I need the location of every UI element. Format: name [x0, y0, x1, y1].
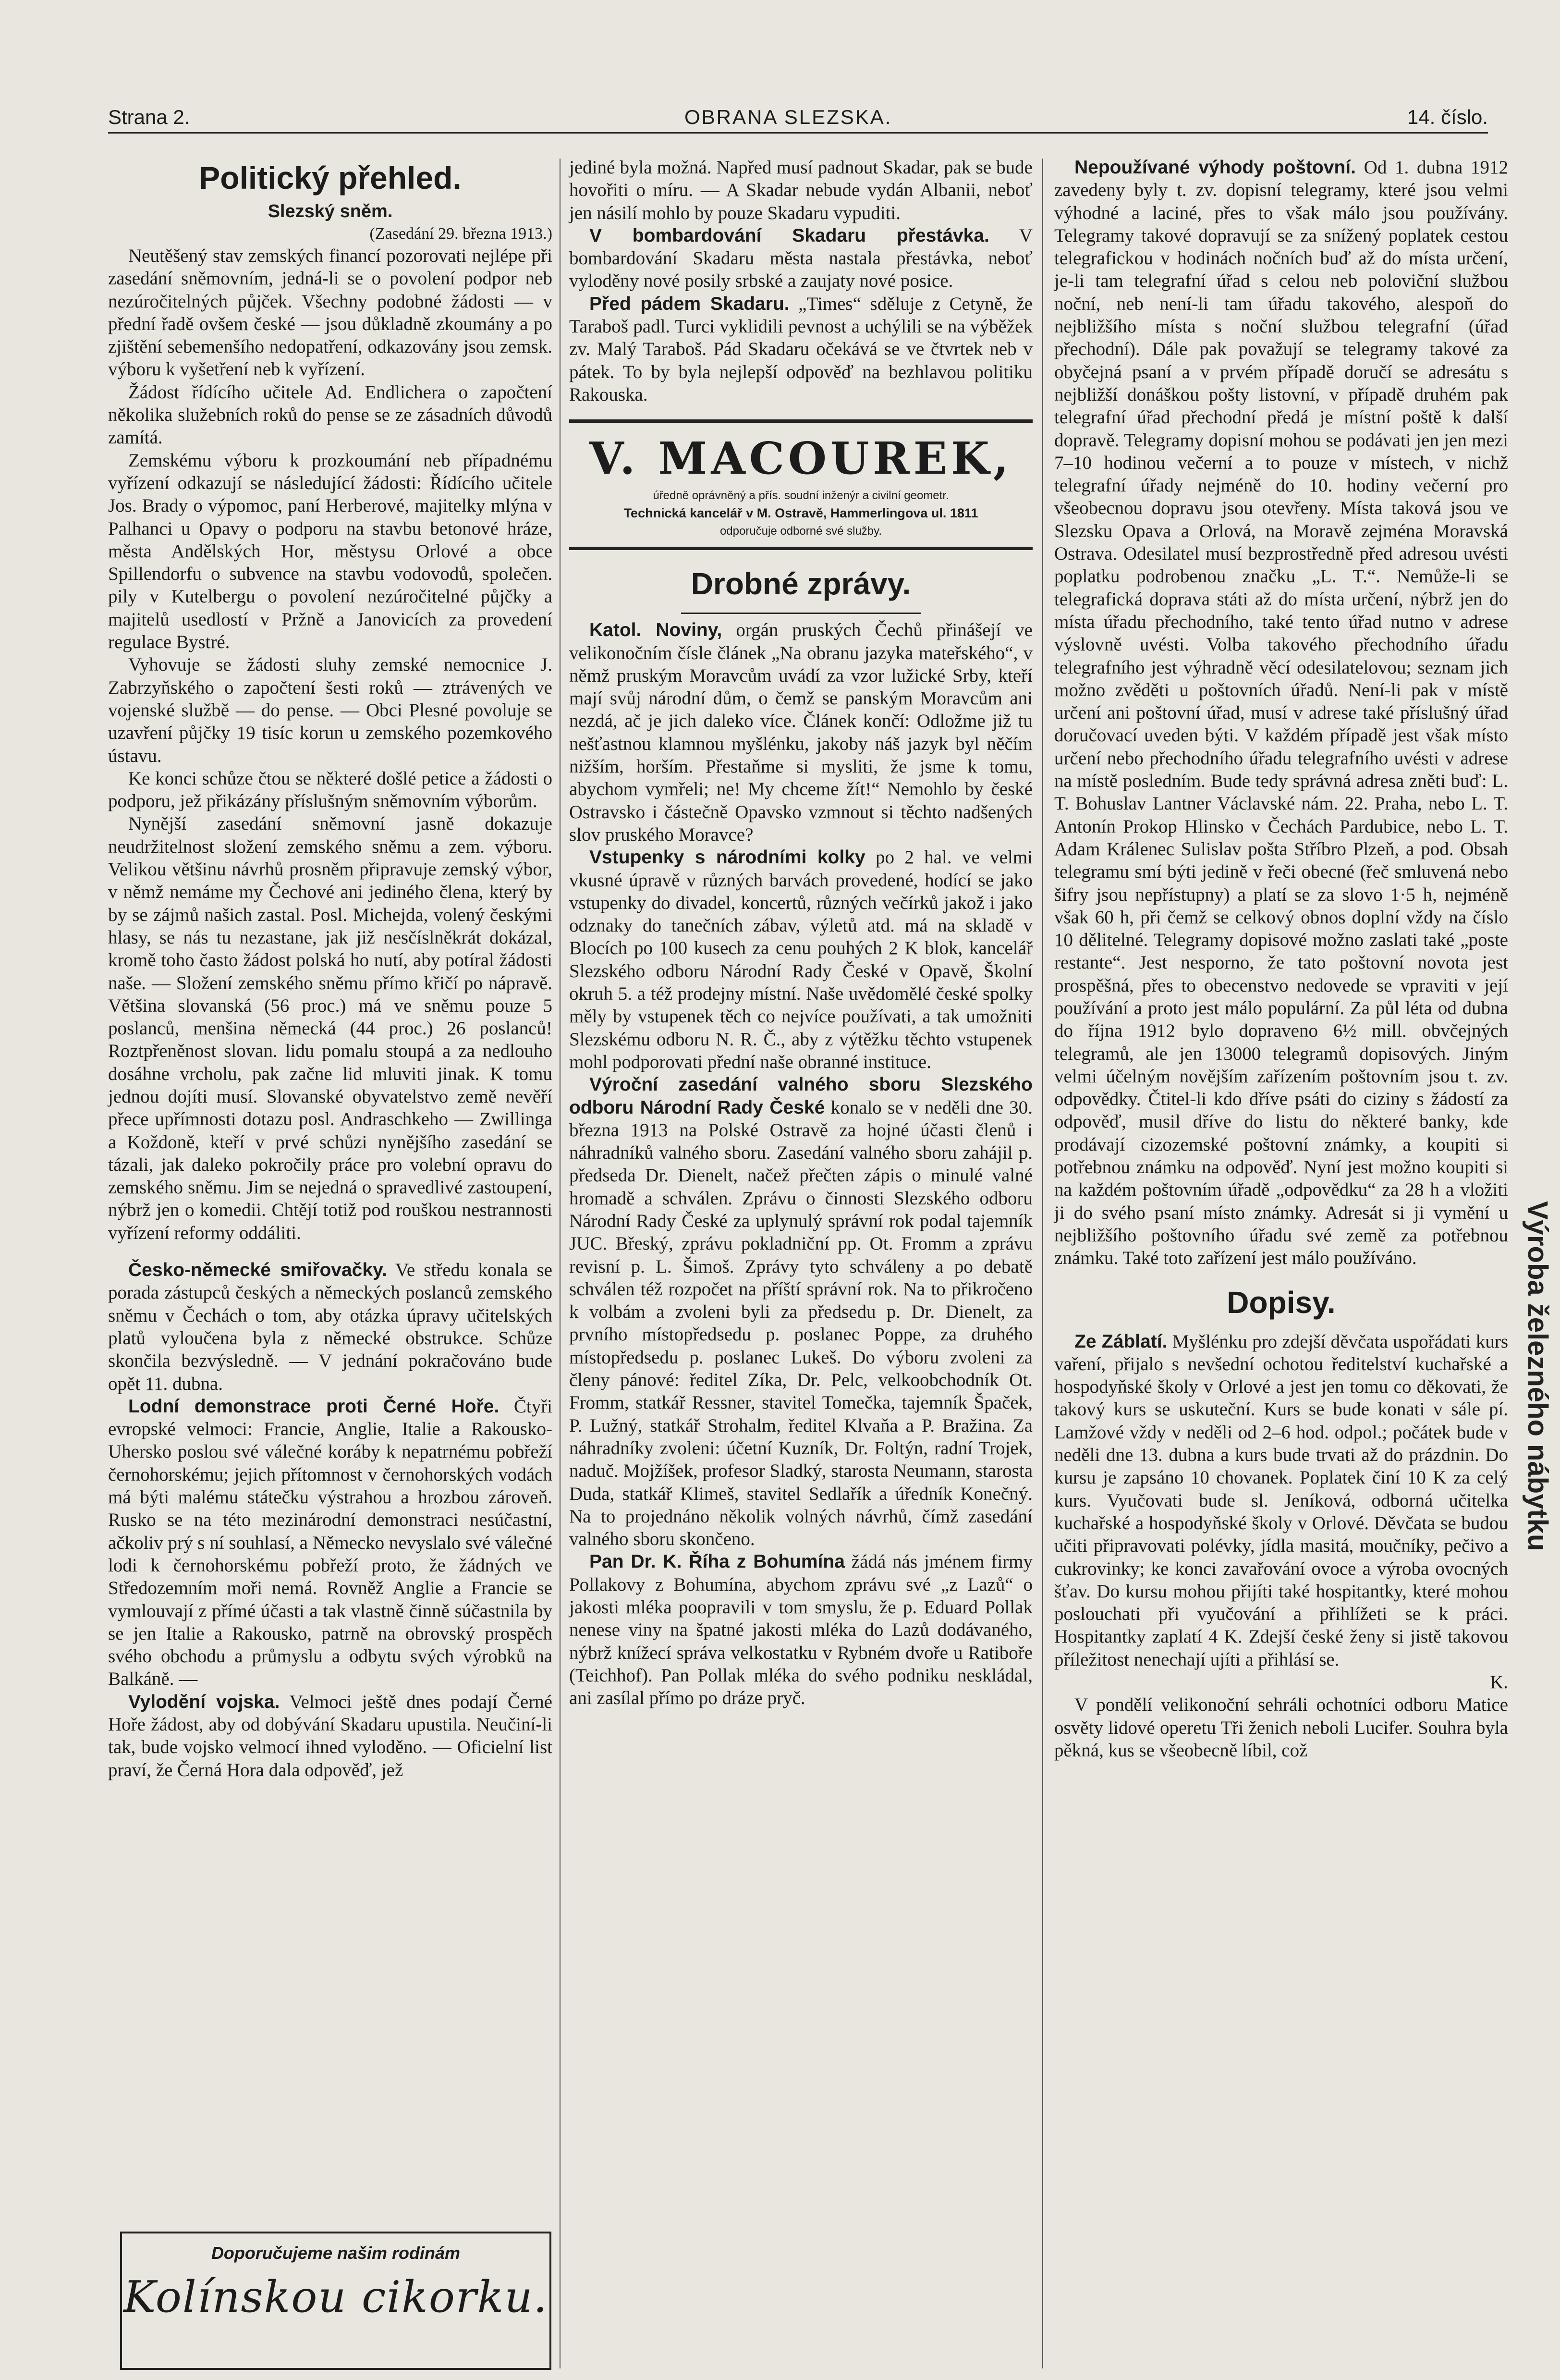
author-signature: K. [1490, 1672, 1508, 1693]
paragraph-lead: Před pádem Skadaru. [589, 293, 790, 314]
ad-line: Technická kancelář v M. Ostravě, Hammerlingova ul. 1811 [623, 506, 978, 521]
ad-title: V. MACOUREK, [589, 432, 1012, 485]
issue-number: 14. číslo. [1407, 106, 1488, 128]
paragraph-lead: Katol. Noviny, [589, 620, 722, 641]
macourek-advertisement [569, 419, 1033, 550]
ad-tagline: Doporučujeme našim rodinám [211, 2243, 461, 2263]
side-margin-ad: Výroba železného nábytku [1522, 1201, 1553, 1551]
paragraph-body: Myšlénku pro zdejší děvčata uspořádati kurs vaření, přijalo s nevšední ochotou ředitelství kuchařské a hospodyňské školy v Orlové a jest jen tomu co děkovati, že takový kurs se uskuteční. Kurs se bude konati v sále pí. Lamžové vždy v neděli od 2–6 hod. odpol.; počátek bude v neděli dne 13. dubna a kurs bude trvati až do prázdnin. Do kursu je zapsáno 10 chovanek. Poplatek činí 10 K za celý kurs. Vyučovati bude sl. Jeníková, odborná učitelka kuchařské a hospodyňské školy v Orlové. Děvčata se budou učiti připravovati polévky, jídla masitá, moučníky, pečivo a cukrovinky; ke konci zavařování ovoce a výroba ovocných šťav. Do kursu mohou přijíti také hospitantky, které mohou poslouchati při vyučování a přihlížeti se k práci. Hospitantky zaplatí 4 K. Zdejší české ženy si jistě takovou příležitost nenechají ujíti a přihlásí se. [1054, 1331, 1508, 1670]
ad-line: odporučuje odborné své služby. [719, 525, 882, 538]
column-left [108, 156, 552, 1781]
article-paragraph: Žádost řídícího učitele Ad. Endlichera o započtení několika služebních roků do pense se ze zásadních důvodů zamítá. [108, 381, 552, 448]
paragraph-lead: Vylodění vojska. [128, 1691, 280, 1712]
paragraph-lead: Ze Záblatí. [1074, 1331, 1168, 1352]
article-paragraph [108, 1395, 552, 1691]
article-paragraph [569, 224, 1033, 293]
article-paragraph: jediné byla možná. Napřed musí padnout Skadar, pak se bude hovořiti o míru. — A Skadar nebude vydán Albanii, neboť jen násilí mohlo by pouze Skadaru vypuditi. [569, 157, 1033, 223]
advertisement-box [120, 2232, 551, 2370]
article-paragraph [108, 1691, 552, 1781]
paragraph-body: V bombardování Skadaru města nastala přestávka, neboť vyloděny nové posily srbské a zaujaty nové posice. [569, 225, 1033, 292]
ad-line: úředně oprávněný a přís. soudní inženýr a civilní geometr. [653, 489, 949, 503]
paragraph-lead: Nepoužívané výhody poštovní. [1074, 157, 1356, 178]
paragraph-body: „Times“ sděluje z Cetyně, že Taraboš padl. Turci vyklidili pevnost a uchýlili se na výběžek zv. Malý Taraboš. Pád Skadaru očekává se ve čtvrtek neb v pátek. To by byla nejlepší odpověď na bezhlavou politiku Rakouska. [569, 293, 1033, 405]
paragraph-body: konalo se v neděli dne 30. března 1913 na Polské Ostravě za hojné účasti členů i náhradníků valného sboru. Zasedání valného sboru zahájil p. předseda Dr. Dienelt, načež přečten zápis o minulé valné hromadě a schválen. Zprávu o činnosti Slezského odboru Národní Rady České za uplynulý správní rok podal tajemník JUC. Břeský, zprávu pokladniční pp. Ot. Fromm a zprávu revisní p. L. Šimoš. Zprávy tyto schváleny a po debatě schválen též rozpočet na příští správní rok. Na to přikročeno k volbám a zvoleni byli za předsedu p. Dr. Dienelt, za prvního místopředsedu p. poslanec Poppe, za druhého místopředsedu p. poslanec Lukeš. Do výboru zvoleni za členy pánové: ředitel Zíka, Dr. Pelc, velkoobchodník Ot. Fromm, statkář Ressner, stavitel Tomečka, tajemník Špaček, P. Lužný, statkář Strohalm, ředitel Klvaňa a P. Bražina. Za náhradníky zvoleni: účetní Kuzník, Dr. Foltýn, radní Trojek, naduč. Mojžíšek, profesor Sladký, starosta Neumann, starosta Duda, statkář Klimeš, stavitel Sedlařík a úředník Konečný. Na to projednáno několik volných návrhů, čímž zasedání valného sboru skončeno. [569, 1097, 1033, 1550]
article-paragraph [1054, 1330, 1508, 1671]
paragraph-lead: Pan Dr. K. Říha z Bohumína [589, 1551, 845, 1572]
article-paragraph: Ke konci schůze čtou se některé došlé petice a žádosti o podporu, jež přikázány příslušným sněmovním výborům. [108, 768, 552, 812]
paragraph-lead: Vstupenky s národními kolky [589, 847, 865, 868]
column-middle [569, 156, 1033, 1710]
section-title: Politický přehled. [199, 160, 462, 196]
dateline: (Zasedání 29. března 1913.) [369, 225, 552, 243]
column-divider [1042, 159, 1043, 2368]
section-title: Dopisy. [1227, 1285, 1336, 1320]
article-paragraph: Nynější zasedání sněmovní jasně dokazuje neudržitelnost složení zemského sněmu a zem. výboru. Velikou většinu návrhů prosněm připravuje zemský výbor, v němž nemáme my Čechové ani jediného člena, který by by se zájmů našich zastal. Posl. Michejda, volený českými hlasy, se nás tu nezastane, jak již nesčíslněkrát dokázal, kromě toho často žádost polská ho nutí, aby potíral žádosti naše. — Složení zemského sněmu přímo křičí po nápravě. Většina slovanská (56 proc.) má ve sněmu pouze 5 poslanců, menšina německá (44 proc.) 26 poslanců! Roztpřeněnost slovan. lidu pomalu stoupá a za nedlouho dosáhne vrcholu, pak začne lid mluviti jinak. K tomu jednou dojíti musí. Slovanské obyvatelstvo země nevěří přece upřímnosti dotazu posl. Andraschkeho — Zwillinga a Koždoně, kteří v prvé schůzi nynějšího zasedání se tázali, jak daleko pokročily práce pro volební opravu do zemského sněmu. Jim se nejedná o spravedlivé zastoupení, nýbrž jen o komedii. Chtějí totiž pod rouškou nestrannosti vyřízení reformy oddáliti. [108, 813, 552, 1243]
article-paragraph: Zemskému výboru k prozkoumání neb případnému vyřízení odkazují se následující žádosti: Řídícího učitele Jos. Brady o výpomoc, paní Herberové, majitelky mlýna v Palhanci u Opavy o podporu na stavbu betonové hráze, města Andělských Hor, městysu Orlové a obce Spillendorfu o subvence na stavbu vodovodů, společen. pily v Kutelbergu o povolení nezúročitelné půjčky a majitelů usedlostí v Pržně a Janovicích za provedení regulace Bystré. [108, 450, 552, 653]
paragraph-lead: Lodní demonstrace proti Černé Hoře. [128, 1396, 500, 1417]
article-paragraph [569, 1550, 1033, 1709]
article-paragraph: Vyhovuje se žádosti sluhy zemské nemocnice J. Zabrzyňského o započtení šesti roků — ztrávených ve vojenské službě — do pense. — Obci Plesné povoluje se uzavření půjčky 19 tisíc korun u zemského pozemkového ústavu. [108, 654, 552, 766]
newspaper-title: OBRANA SLEZSKA. [684, 106, 892, 128]
column-right [1054, 156, 1508, 1762]
article-paragraph [1054, 156, 1508, 1270]
article-paragraph [569, 619, 1033, 846]
page-number: Strana 2. [108, 106, 190, 128]
article-paragraph [569, 1073, 1033, 1550]
article-paragraph [569, 846, 1033, 1073]
subsection-title: Slezský sněm. [268, 201, 393, 221]
paragraph-lead: Výroční zasedání valného sboru Slezského odboru Národní Rady České [569, 1074, 1033, 1118]
paragraph-body: po 2 hal. ve velmi vkusné úpravě v různých barvách provedené, hodící se jako vstupenky do divadel, koncertů, různých večírků jakož i jako odznaky do tanečních zábav, výletů atd. má na skladě v Blocích po 100 kusech za cenu pouhých 2 K blok, kancelář Slezského odboru Národní Rady České v Opavě, Školní okruh 5. a též prodejny místní. Naše uvědomělé české spolky měly by vstupenek těch co nejvíce používati, a tak umožniti Slezskému odboru N. R. Č., aby z výtěžku těchto vstupenek mohl podporovati přední naše obranné instituce. [569, 847, 1033, 1072]
paragraph-body: žádá nás jménem firmy Pollakovy z Bohumína, abychom zprávu své „z Lazů“ o jakosti mléka poopravili v tom smyslu, že p. Eduard Pollak nenese viny na špatné jakosti mléka do Lazů dodávaného, nýbrž knížecí správa velkostatku v Rybném dvoře u Ratiboře (Teichhof). Pan Pollak mléka do svého podniku neskládal, ani zasílal přímo po dráze pryč. [569, 1551, 1033, 1709]
article-paragraph: Neutěšený stav zemských financí pozorovati nejlépe při zasedání sněmovním, jedná-li se o povolení podpor neb nezúročitelných půjček. Všechny podobné žádosti — v přední řadě ovšem české — jsou důkladně zkoumány a po zjištění sebemenšího nedopatření, odkazovány jsou zemsk. výboru k vyšetření neb k vyřízení. [108, 245, 552, 380]
running-head [108, 103, 1488, 134]
article-paragraph: V pondělí velikonoční sehráli ochotníci odboru Matice osvěty lidové operetu Tři ženich neboli Lucifer. Souhra byla pěkná, kus se všeobecně líbil, což [1054, 1694, 1508, 1761]
paragraph-body: Od 1. dubna 1912 zavedeny byly t. zv. dopisní telegramy, které jsou velmi výhodné a laciné, přes to však málo jsou používány. Telegramy takové dopravují se za snížený poplatek cestou telegrafickou v hodinách nočních buď až do místa určení, je-li tam telegrafní úřad s celou neb poloviční službou noční, neb není-li tam úřadu takového, alespoň do nejbližšího místa s noční službou telegrafní (úřad přechodní). Dále pak považují se telegramy takové za obyčejná psaní a v prvém případě doručí se adresátu s nejbližší donáškou pošty listovní, v případě druhém pak telegrafní úřad přechodní předá je místní poště k další dopravě. Telegramy dopisní mohou se podávati jen jen mezi 7–10 hodinou večerní a to pouze v místech, v nichž telegrafní úřady nejméně do 10. hodiny večerní pro všeobecnou dopravu jsou otevřeny. Místa taková jsou ve Slezsku Opava a Orlová, na Moravě zejména Moravská Ostrava. Odesilatel musí bezprostředně před adresou uvésti poplatku podrobenou značku „L. T.“. Nemůže-li se telegrafická doprava státi až do místa určení, nýbrž jen do místa úřadu přechodního, také tento úřad nutno v adrese výslovně uvésti. Volba takového přechodního úřadu telegrafního jest výhradně věcí odesilatelovou; seznam jich možno zvěděti u poštovních úřadů. Není-li pak v místě určení ani poštovní úřad, musí v adrese také příslušný úřad doručovací uveden býti. V každém případě jest však místo určení nebo přechodního úřadu telegrafního uvésti v adrese na místě posledním. Bude tedy správná adresa zněti buď: L. T. Bohuslav Lantner Václavské nám. 22. Praha, nebo L. T. Antonín Prokop Hlinsko v Čechách Pardubice, nebo L. T. Adam Králenec Sulislav pošta Stříbro Plzeň, a pod. Obsah telegramu smí býti jedině v řeči obecné (řeč smluvená nebo šifry jsou nepřístupny) a platí se za slovo 1·5 h, nejméně však 60 h, při čemž se celkový obnos doplní vždy na číslo 10 dělitelné. Telegramy dopisové možno zaslati také „poste restante“. Jest nesporno, že tato poštovní novota jest prospěšná, přes to obecenstvo nedovede se vpraviti v její používání a proto jest málo populární. Za půl léta od dubna do října 1912 bylo dopraveno 6½ mill. obvčejných telegramů, ale jen 13000 telegramů dopisových. Jiným velmi účelným novějším zařízením poštovním jsou t. zv. odpovědky. Čtitel-li kdo dříve psáti do ciziny s žádostí za odpověď, musil dříve do listu do některé banky, kde prodávají cizozemské poštovní známky, a koupiti si potřebnou známku na odpověď. Nyní jest možno koupiti si na každém poštovním úřadě „odpovědku“ za 28 h a vložiti ji do svého psaní místo známky. Adresát si ji vymění u nejbližšího poštovního úřadu své země za potřebnou známku. Také toto zařízení jest málo používáno. [1054, 157, 1508, 1269]
divider [681, 613, 921, 614]
ad-product: Kolínskou cikorku. [123, 2272, 548, 2322]
section-title: Drobné zprávy. [691, 566, 911, 601]
paragraph-lead: V bombardování Skadaru přestávka. [589, 225, 989, 246]
paragraph-lead: Česko-německé smiřovačky. [128, 1260, 387, 1281]
article-paragraph [108, 1259, 552, 1395]
column-divider [560, 159, 561, 2368]
paragraph-body: Ve středu konala se porada zástupců českých a německých poslanců zemského sněmu v Čechách o tom, aby otázka úpravy učitelských platů vyloučena byla z německé obstrukce. Schůze skončila bezvýsledně. — V jednání pokračováno bude opět 11. dubna. [108, 1260, 552, 1394]
article-paragraph [569, 293, 1033, 406]
paragraph-body: orgán pruských Čechů přinášejí ve velikonočním čísle článek „Na obranu jazyka mateřského“, v němž pruským Moravcům uvádí za vzor lužické Srby, kteří mají svůj národní dům, o čemž se panským Moravcům ani nezdá, ač je jich daleko více. Článek končí: Odložme již tu nešťastnou klamnou myšlénku, jakoby náš jazyk byl něčím nižším, horším. Přestaňme si mysliti, že jsme k tomu, abychom vymřeli; ne! My chceme žít!“ Nemohlo by české Ostravsko i částečně Opavsko vzmnout si těchto nadšených slov pruského Moravce? [569, 620, 1033, 845]
paragraph-body: Velmoci ještě dnes podají Černé Hoře žádost, aby od dobývání Skadaru upustila. Neučiní-li tak, bude vojsko velmocí ihned vyloděno. — Oficielní list praví, že Černá Hora dala odpověď, jež [108, 1691, 552, 1780]
paragraph-body: Čtyři evropské velmoci: Francie, Anglie, Italie a Rakousko-Uhersko poslou své válečné koráby k nepatrnému pobřeží černohorskému; jejich přítomnost v černohorských vodách má býti malému státečku výstrahou a hrozbou zároveň. Rusko se na této mezinárodní demonstraci nesúčastní, ačkoliv prý s ní souhlasí, a Německo nevyslalo své válečné lodi k černohorskému pobřeží proto, že žádných ve Středozemním moři nemá. Rovněž Anglie a Francie se vymlouvají z přímé účasti a tak vlastně činně súčastnila by se jen Italie a Rakousko, patrně na obrovský prospěch svého obchodu a průmyslu a odbytu svých výrobků na Balkáně. — [108, 1396, 553, 1690]
